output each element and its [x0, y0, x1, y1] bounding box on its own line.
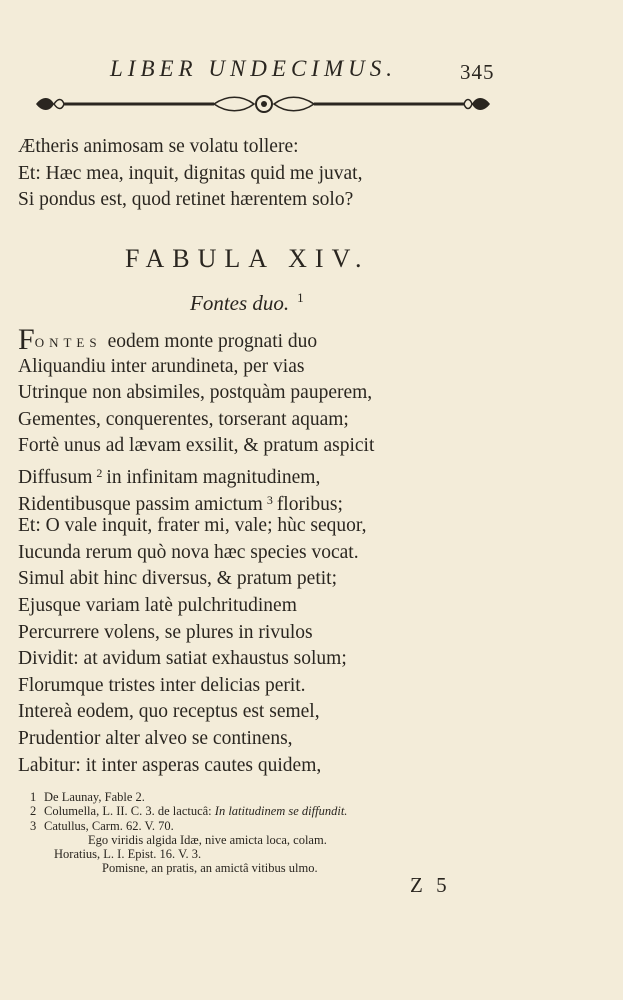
running-head: LIBER UNDECIMUS. [110, 56, 397, 81]
footnote-quote-line: Ego viridis algida Idæ, nive amicta loca, colam. [88, 832, 327, 847]
footnote [30, 819, 610, 833]
footnote-ref: 2 [96, 465, 103, 480]
ornamental-rule [32, 92, 494, 116]
footnote-quote: In latitudinem se diffundit. [214, 804, 348, 819]
footnote-number: 2 [30, 804, 37, 819]
verse-line: Et: O vale inquit, frater mi, vale; hùc sequor, [18, 515, 367, 537]
footnote [30, 790, 610, 804]
verse-line: Gementes, conquerentes, torserant aquam; [18, 408, 349, 430]
drop-cap: F [18, 323, 35, 356]
footnote-text: Columella, L. II. C. 3. de lactucâ: [44, 804, 212, 819]
verse-line: Aliquandiu inter arundineta, per vias [18, 355, 305, 377]
footnote-number: 1 [30, 790, 37, 804]
signature-mark: Z 5 [410, 873, 451, 897]
verse-line: Intereà eodem, quo receptus est semel, [18, 701, 320, 723]
verse-line-text: eodem monte prognati duo [107, 331, 318, 352]
footnotes [30, 790, 610, 876]
footnote-ref: 1 [297, 290, 304, 305]
verse-line [18, 487, 618, 514]
footnote-citation: Horatius, L. I. Epist. 16. V. 3. [54, 847, 202, 862]
verse-line: Iucunda rerum quò nova hæc species vocat. [18, 541, 359, 563]
verse-line: Simul abit hinc diversus, & pratum petit; [18, 568, 338, 590]
footnote-ref: 3 [266, 492, 273, 507]
verse-line-text: Diffusum [18, 466, 93, 488]
page-number: 345 [460, 60, 495, 84]
fable-subtitle [190, 290, 304, 316]
footnote-number: 3 [30, 818, 37, 833]
verse-line-text: floribus; [276, 493, 343, 515]
verse-line: Florumque tristes inter delicias perit. [18, 674, 306, 696]
footnote-text: De Launay, Fable 2. [44, 790, 145, 804]
verse-line [18, 323, 618, 356]
verse-line: Si pondus est, quod retinet hærentem solo? [18, 189, 354, 211]
fable-verse [18, 323, 618, 779]
verse-line-text: in infinitam magnitudinem, [106, 466, 321, 488]
verse-line: Percurrere volens, se plures in rivulos [18, 621, 313, 643]
verse-line: Labitur: it inter asperas cautes quidem, [18, 754, 322, 776]
footnote [30, 804, 610, 818]
verse-line [18, 460, 618, 487]
verse-line: Fortè unus ad lævam exsilit, & pratum aspicit [18, 435, 375, 457]
verse-line: Dividit: at avidum satiat exhaustus solum; [18, 648, 347, 670]
footnote-quote-line: Pomisne, an pratis, an amictâ vitibus ulmo. [102, 861, 318, 876]
fable-subtitle-text: Fontes duo. [190, 291, 290, 315]
verse-line: Utrinque non absimiles, postquàm pauperem, [18, 382, 373, 404]
verse-continuation [18, 134, 618, 214]
fable-title: FABULA XIV. [125, 244, 370, 273]
verse-line-text: Ridentibusque passim amictum [18, 493, 263, 515]
small-caps-word: ONTES [34, 335, 102, 350]
verse-line: Prudentior alter alveo se continens, [18, 727, 293, 749]
verse-line: Ejusque variam latè pulchritudinem [18, 594, 297, 616]
footnote-text: Catullus, Carm. 62. V. 70. [44, 818, 174, 833]
verse-line: Ætheris animosam se volatu tollere: [18, 136, 299, 157]
verse-line: Et: Hæc mea, inquit, dignitas quid me juvat, [18, 162, 363, 184]
